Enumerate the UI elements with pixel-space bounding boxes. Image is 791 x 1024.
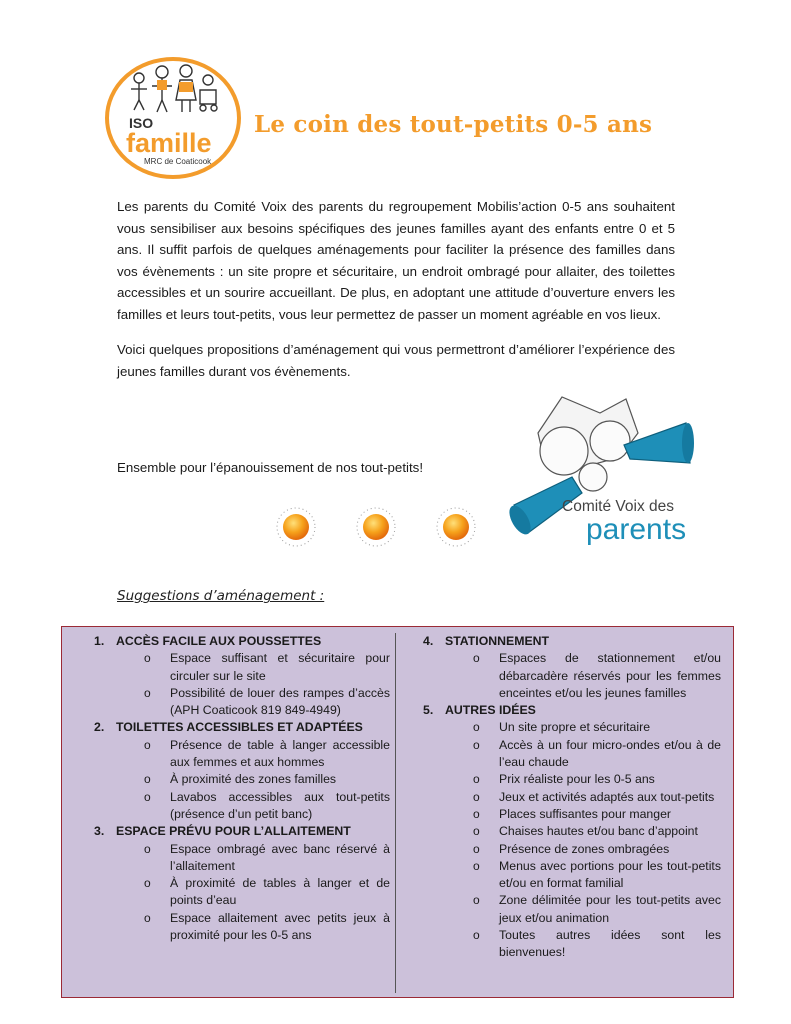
list-item — [94, 737, 390, 772]
list-item-text: Places suffisantes pour manger — [499, 806, 672, 821]
list-item — [94, 910, 390, 945]
bullet-icon: o — [473, 824, 480, 839]
list-item — [423, 892, 721, 927]
bullet-icon: o — [473, 858, 480, 873]
list-item — [94, 789, 390, 824]
sun-icon — [437, 508, 475, 546]
bullet-icon: o — [144, 685, 151, 700]
list-item-text: Chaises hautes et/ou banc d’appoint — [499, 824, 698, 839]
list-item-text: Menus avec portions pour les tout-petits et/ou en format familial — [499, 858, 721, 891]
list-item — [423, 927, 721, 962]
bullet-icon: o — [144, 772, 151, 787]
list-item — [94, 650, 390, 685]
page-title: Le coin des tout-petits 0-5 ans — [254, 111, 653, 138]
list-item — [423, 789, 721, 806]
bullet-icon: o — [473, 720, 480, 735]
category-number: 5. — [423, 703, 434, 718]
logo-famille-text: famille — [126, 128, 212, 158]
list-item — [423, 858, 721, 893]
bullet-icon: o — [473, 806, 480, 821]
intro-paragraph-1: Les parents du Comité Voix des parents du regroupement Mobilis’action 0-5 ans souhaitent vous sensibiliser aux besoins spécifiques des jeunes familles ayant des enfants entre 0 et 5 ans. Il suffit parfois de quelques aménagements pour faciliter la présence des familles dans vos évènements : un site propre et sécuritaire, un endroit ombragé pour allaiter, des toilettes accessibles et un sourire accueillant. De plus, en adoptant une attitude d’ouverture envers les familles et leurs tout-petits, vous leur permettez de passer un moment agréable en vos lieux. — [117, 199, 675, 322]
list-item-text: Un site propre et sécuritaire — [499, 720, 651, 735]
bullet-icon: o — [473, 841, 480, 856]
intro-text — [117, 196, 675, 396]
bullet-icon: o — [473, 893, 480, 908]
list-item — [423, 737, 721, 772]
list-item-text: Lavabos accessibles aux tout-petits (présence d’un petit banc) — [170, 789, 390, 821]
sun-icon — [277, 508, 315, 546]
category-number: 3. — [94, 824, 105, 839]
list-item — [423, 841, 721, 858]
bullet-icon: o — [144, 737, 151, 752]
category-number: 2. — [94, 720, 105, 735]
category-heading — [94, 823, 390, 840]
list-item — [94, 771, 390, 788]
list-item-text: Espace allaitement avec petits jeux à proximité pour les 0-5 ans — [170, 910, 390, 943]
closing-line: Ensemble pour l’épanouissement de nos tout-petits! — [117, 460, 424, 475]
list-item — [423, 719, 721, 736]
list-item-text: Accès à un four micro-ondes et/ou à de l’eau chaude — [499, 737, 721, 770]
suggestions-title: Suggestions d’aménagement : — [117, 588, 325, 604]
category-heading — [423, 633, 721, 650]
category-title: TOILETTES ACCESSIBLES ET ADAPTÉES — [116, 720, 363, 735]
sun-icon — [357, 508, 395, 546]
category-title: ACCÈS FACILE AUX POUSSETTES — [116, 634, 322, 648]
bullet-icon: o — [144, 876, 151, 891]
logo-mrc-text: MRC de Coaticook — [144, 157, 212, 166]
list-item-text: Espace suffisant et sécuritaire pour circuler sur le site — [170, 651, 390, 683]
suggestions-left-column — [94, 633, 390, 944]
category-heading — [94, 633, 390, 650]
list-item — [423, 806, 721, 823]
category-number: 4. — [423, 634, 434, 648]
list-item — [94, 841, 390, 876]
category-number: 1. — [94, 634, 105, 648]
list-item-text: À proximité de tables à langer et de points d’eau — [170, 876, 390, 908]
list-item-text: Espace ombragé avec banc réservé à l’allaitement — [170, 841, 390, 873]
bullet-icon: o — [473, 789, 480, 804]
bullet-icon: o — [144, 841, 151, 856]
intro-paragraph-2: Voici quelques propositions d’aménagement qui vous permettront d’améliorer l’expérience des jeunes familles durant vos évènements. — [117, 342, 675, 379]
list-item-text: Possibilité de louer des rampes d’accès (APH Coaticook 819 849-4949) — [170, 685, 390, 718]
suggestions-box — [61, 626, 734, 998]
column-divider — [395, 633, 396, 993]
bullet-icon: o — [144, 789, 151, 804]
bullet-icon: o — [473, 772, 480, 787]
list-item-text: Prix réaliste pour les 0-5 ans — [499, 772, 655, 787]
bullet-icon: o — [144, 651, 151, 666]
iso-famille-logo — [104, 56, 242, 180]
list-item-text: Jeux et activités adaptés aux tout-petits — [499, 789, 715, 804]
list-item — [423, 771, 721, 788]
suggestions-right-column — [423, 633, 721, 962]
list-item-text: Toutes autres idées sont les bienvenues! — [499, 928, 721, 960]
list-item — [423, 650, 721, 702]
bullet-icon: o — [473, 928, 480, 943]
cvp-logo-line1: Comité Voix des — [562, 498, 674, 515]
category-title: AUTRES IDÉES — [445, 703, 536, 718]
sun-decoration — [266, 506, 496, 548]
list-item-text: Espaces de stationnement et/ou débarcadère réservés pour les femmes enceintes et/ou les jeunes familles — [499, 651, 721, 700]
list-item-text: À proximité des zones familles — [170, 772, 337, 787]
category-heading — [423, 702, 721, 719]
list-item-text: Zone délimitée pour les tout-petits avec jeux et/ou animation — [499, 893, 721, 925]
list-item — [423, 823, 721, 840]
bullet-icon: o — [473, 737, 480, 752]
list-item-text: Présence de table à langer accessible aux femmes et aux hommes — [170, 737, 390, 770]
list-item-text: Présence de zones ombragées — [499, 841, 670, 856]
bullet-icon: o — [473, 651, 480, 666]
category-heading — [94, 719, 390, 736]
cvp-logo-line2: parents — [586, 513, 687, 546]
category-title: ESPACE PRÉVU POUR L’ALLAITEMENT — [116, 824, 351, 839]
bullet-icon: o — [144, 910, 151, 925]
list-item — [94, 685, 390, 720]
list-item — [94, 875, 390, 910]
logo-iso-text: ISO — [129, 115, 154, 131]
comite-voix-des-parents-logo — [500, 393, 715, 555]
category-title: STATIONNEMENT — [445, 634, 550, 648]
